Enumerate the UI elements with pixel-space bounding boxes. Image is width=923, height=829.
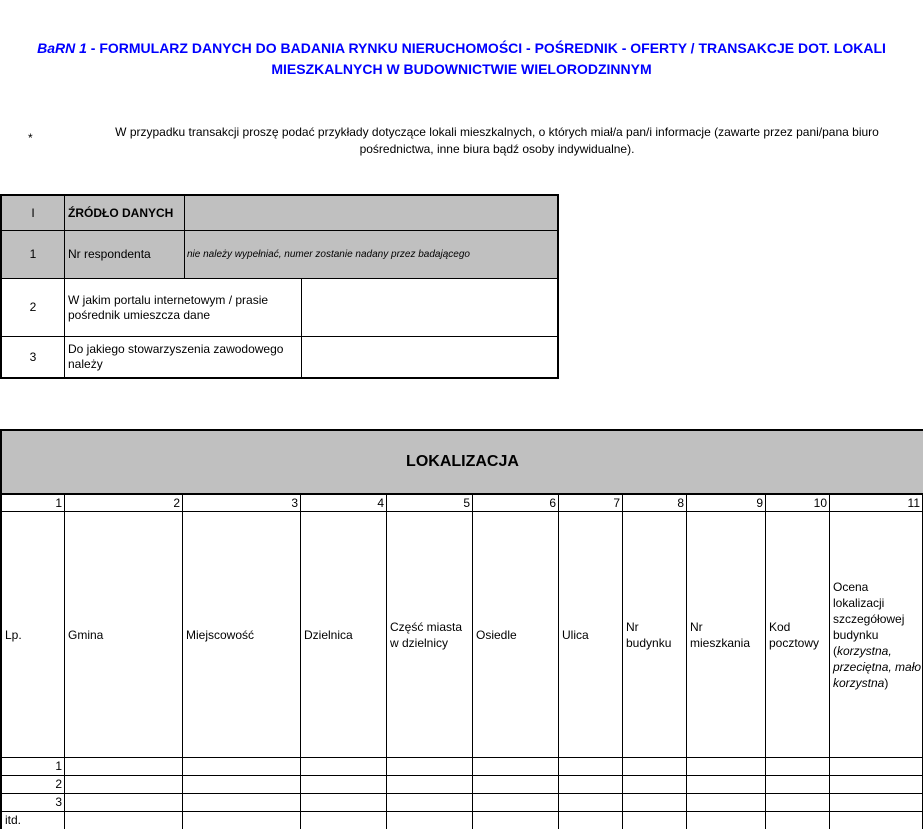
column-number: 5 bbox=[387, 495, 473, 512]
table-cell[interactable] bbox=[830, 758, 923, 776]
table-cell[interactable] bbox=[473, 812, 559, 829]
section-number: I bbox=[2, 196, 65, 231]
table-cell[interactable] bbox=[830, 794, 923, 812]
column-header-label: Część miasta w dzielnicy bbox=[390, 619, 463, 650]
table-cell[interactable] bbox=[830, 776, 923, 794]
table-cell[interactable] bbox=[830, 812, 923, 829]
column-header-label: Kod pocztowy bbox=[769, 619, 820, 650]
row-number-2: 2 bbox=[2, 279, 65, 337]
table-cell[interactable] bbox=[183, 776, 301, 794]
portal-question-line1: W jakim portalu internetowym / prasie bbox=[68, 292, 269, 307]
table-cell[interactable] bbox=[65, 812, 183, 829]
column-number: 11 bbox=[830, 495, 923, 512]
column-header-kod-pocztowy bbox=[766, 512, 830, 758]
column-header-dzielnica bbox=[301, 512, 387, 758]
respondent-number-hint: nie należy wypełniać, numer zostanie nadany przez badającego bbox=[185, 231, 557, 279]
table-cell bbox=[2, 776, 65, 794]
respondent-number-label: Nr respondenta bbox=[65, 231, 185, 279]
column-header-ocena-lokalizacji bbox=[830, 512, 923, 758]
table-cell[interactable] bbox=[687, 812, 766, 829]
portal-question-line2: pośrednik umieszcza dane bbox=[68, 307, 211, 322]
table-cell bbox=[2, 794, 65, 812]
table-cell[interactable] bbox=[766, 812, 830, 829]
form-title bbox=[0, 38, 923, 80]
instruction-note bbox=[58, 124, 923, 158]
portal-question-label bbox=[65, 279, 302, 337]
table-cell[interactable] bbox=[183, 758, 301, 776]
table-cell[interactable] bbox=[387, 812, 473, 829]
column-number: 8 bbox=[623, 495, 687, 512]
column-number: 10 bbox=[766, 495, 830, 512]
table-cell[interactable] bbox=[387, 794, 473, 812]
table-cell[interactable] bbox=[387, 776, 473, 794]
table-cell[interactable] bbox=[623, 758, 687, 776]
column-header-label: Dzielnica bbox=[304, 627, 353, 642]
table-cell[interactable] bbox=[301, 758, 387, 776]
column-number: 4 bbox=[301, 495, 387, 512]
table-cell[interactable] bbox=[183, 794, 301, 812]
column-header-label: Nr budynku bbox=[626, 619, 672, 650]
table-cell bbox=[2, 758, 65, 776]
column-number: 7 bbox=[559, 495, 623, 512]
column-header-label bbox=[833, 579, 923, 691]
table-cell[interactable] bbox=[623, 794, 687, 812]
data-source-table bbox=[0, 194, 559, 379]
row-label: 3 bbox=[55, 795, 62, 809]
row-label: itd. bbox=[5, 813, 22, 827]
column-header-label: Gmina bbox=[68, 627, 104, 642]
column-header-label: Ulica bbox=[562, 627, 589, 642]
table-cell[interactable] bbox=[65, 776, 183, 794]
table-cell[interactable] bbox=[301, 812, 387, 829]
table-cell[interactable] bbox=[65, 758, 183, 776]
column-number: 2 bbox=[65, 495, 183, 512]
localization-title: LOKALIZACJA bbox=[2, 431, 923, 495]
table-cell[interactable] bbox=[687, 794, 766, 812]
table-cell[interactable] bbox=[559, 758, 623, 776]
column-header-ulica bbox=[559, 512, 623, 758]
association-question-line1: Do jakiego stowarzyszenia zawodowego bbox=[68, 342, 284, 356]
note-line1: W przypadku transakcji proszę podać przykłady dotyczące lokali mieszkalnych, o których miał/a pan/i informacje (zawarte przez pani/pana biuro bbox=[115, 125, 879, 139]
column-header-label-options: korzystna, przeciętna, mało korzystna bbox=[833, 643, 922, 690]
column-header-nr-mieszkania bbox=[687, 512, 766, 758]
table-cell[interactable] bbox=[473, 794, 559, 812]
row-number-3: 3 bbox=[2, 337, 65, 377]
table-cell[interactable] bbox=[473, 758, 559, 776]
table-cell[interactable] bbox=[687, 758, 766, 776]
table-cell[interactable] bbox=[183, 812, 301, 829]
column-header-label: Nr mieszkania bbox=[690, 619, 751, 650]
table-cell[interactable] bbox=[766, 776, 830, 794]
column-header-label: Lp. bbox=[5, 627, 22, 642]
table-cell[interactable] bbox=[687, 776, 766, 794]
column-header-gmina bbox=[65, 512, 183, 758]
table-cell[interactable] bbox=[623, 812, 687, 829]
form-title-line1: - FORMULARZ DANYCH DO BADANIA RYNKU NIERUCHOMOŚCI - POŚREDNIK - OFERTY / TRANSAKCJE DOT. LOKALI bbox=[86, 40, 886, 56]
row-number-1: 1 bbox=[2, 231, 65, 279]
form-code: BaRN 1 bbox=[37, 40, 87, 56]
table-cell[interactable] bbox=[559, 794, 623, 812]
column-header-label: Miejscowość bbox=[186, 627, 255, 642]
note-marker: * bbox=[28, 131, 33, 145]
row-label: 2 bbox=[55, 777, 62, 791]
table-cell[interactable] bbox=[766, 758, 830, 776]
table-cell[interactable] bbox=[623, 776, 687, 794]
column-number: 6 bbox=[473, 495, 559, 512]
column-header-label-close: ) bbox=[884, 675, 889, 690]
column-header-lp bbox=[2, 512, 65, 758]
association-question-label bbox=[65, 337, 302, 377]
association-answer-field[interactable] bbox=[302, 337, 557, 377]
localization-table bbox=[0, 429, 923, 829]
column-header-czesc-miasta bbox=[387, 512, 473, 758]
row-label: 1 bbox=[55, 759, 62, 773]
column-number: 1 bbox=[2, 495, 65, 512]
section-header-blank bbox=[185, 196, 557, 231]
note-line2: pośrednictwa, inne biura bądź osoby indywidualne). bbox=[359, 142, 635, 156]
column-number: 9 bbox=[687, 495, 766, 512]
table-cell[interactable] bbox=[387, 758, 473, 776]
table-cell[interactable] bbox=[559, 812, 623, 829]
column-header-osiedle bbox=[473, 512, 559, 758]
table-cell[interactable] bbox=[65, 794, 183, 812]
column-header-miejscowosc bbox=[183, 512, 301, 758]
portal-answer-field[interactable] bbox=[302, 279, 557, 337]
column-header-nr-budynku bbox=[623, 512, 687, 758]
column-header-label-plain: Ocena lokalizacji szczegółowej budynku ( bbox=[833, 579, 905, 658]
section-title: ŹRÓDŁO DANYCH bbox=[65, 196, 185, 231]
column-number: 3 bbox=[183, 495, 301, 512]
table-cell[interactable] bbox=[473, 776, 559, 794]
table-cell[interactable] bbox=[301, 776, 387, 794]
table-cell[interactable] bbox=[766, 794, 830, 812]
form-title-line2: MIESZKALNYCH W BUDOWNICTWIE WIELORODZINNYM bbox=[271, 61, 652, 77]
column-header-label: Osiedle bbox=[476, 627, 517, 642]
table-cell[interactable] bbox=[559, 776, 623, 794]
association-question-line2: należy bbox=[68, 357, 103, 371]
table-cell bbox=[2, 812, 65, 829]
table-cell[interactable] bbox=[301, 794, 387, 812]
